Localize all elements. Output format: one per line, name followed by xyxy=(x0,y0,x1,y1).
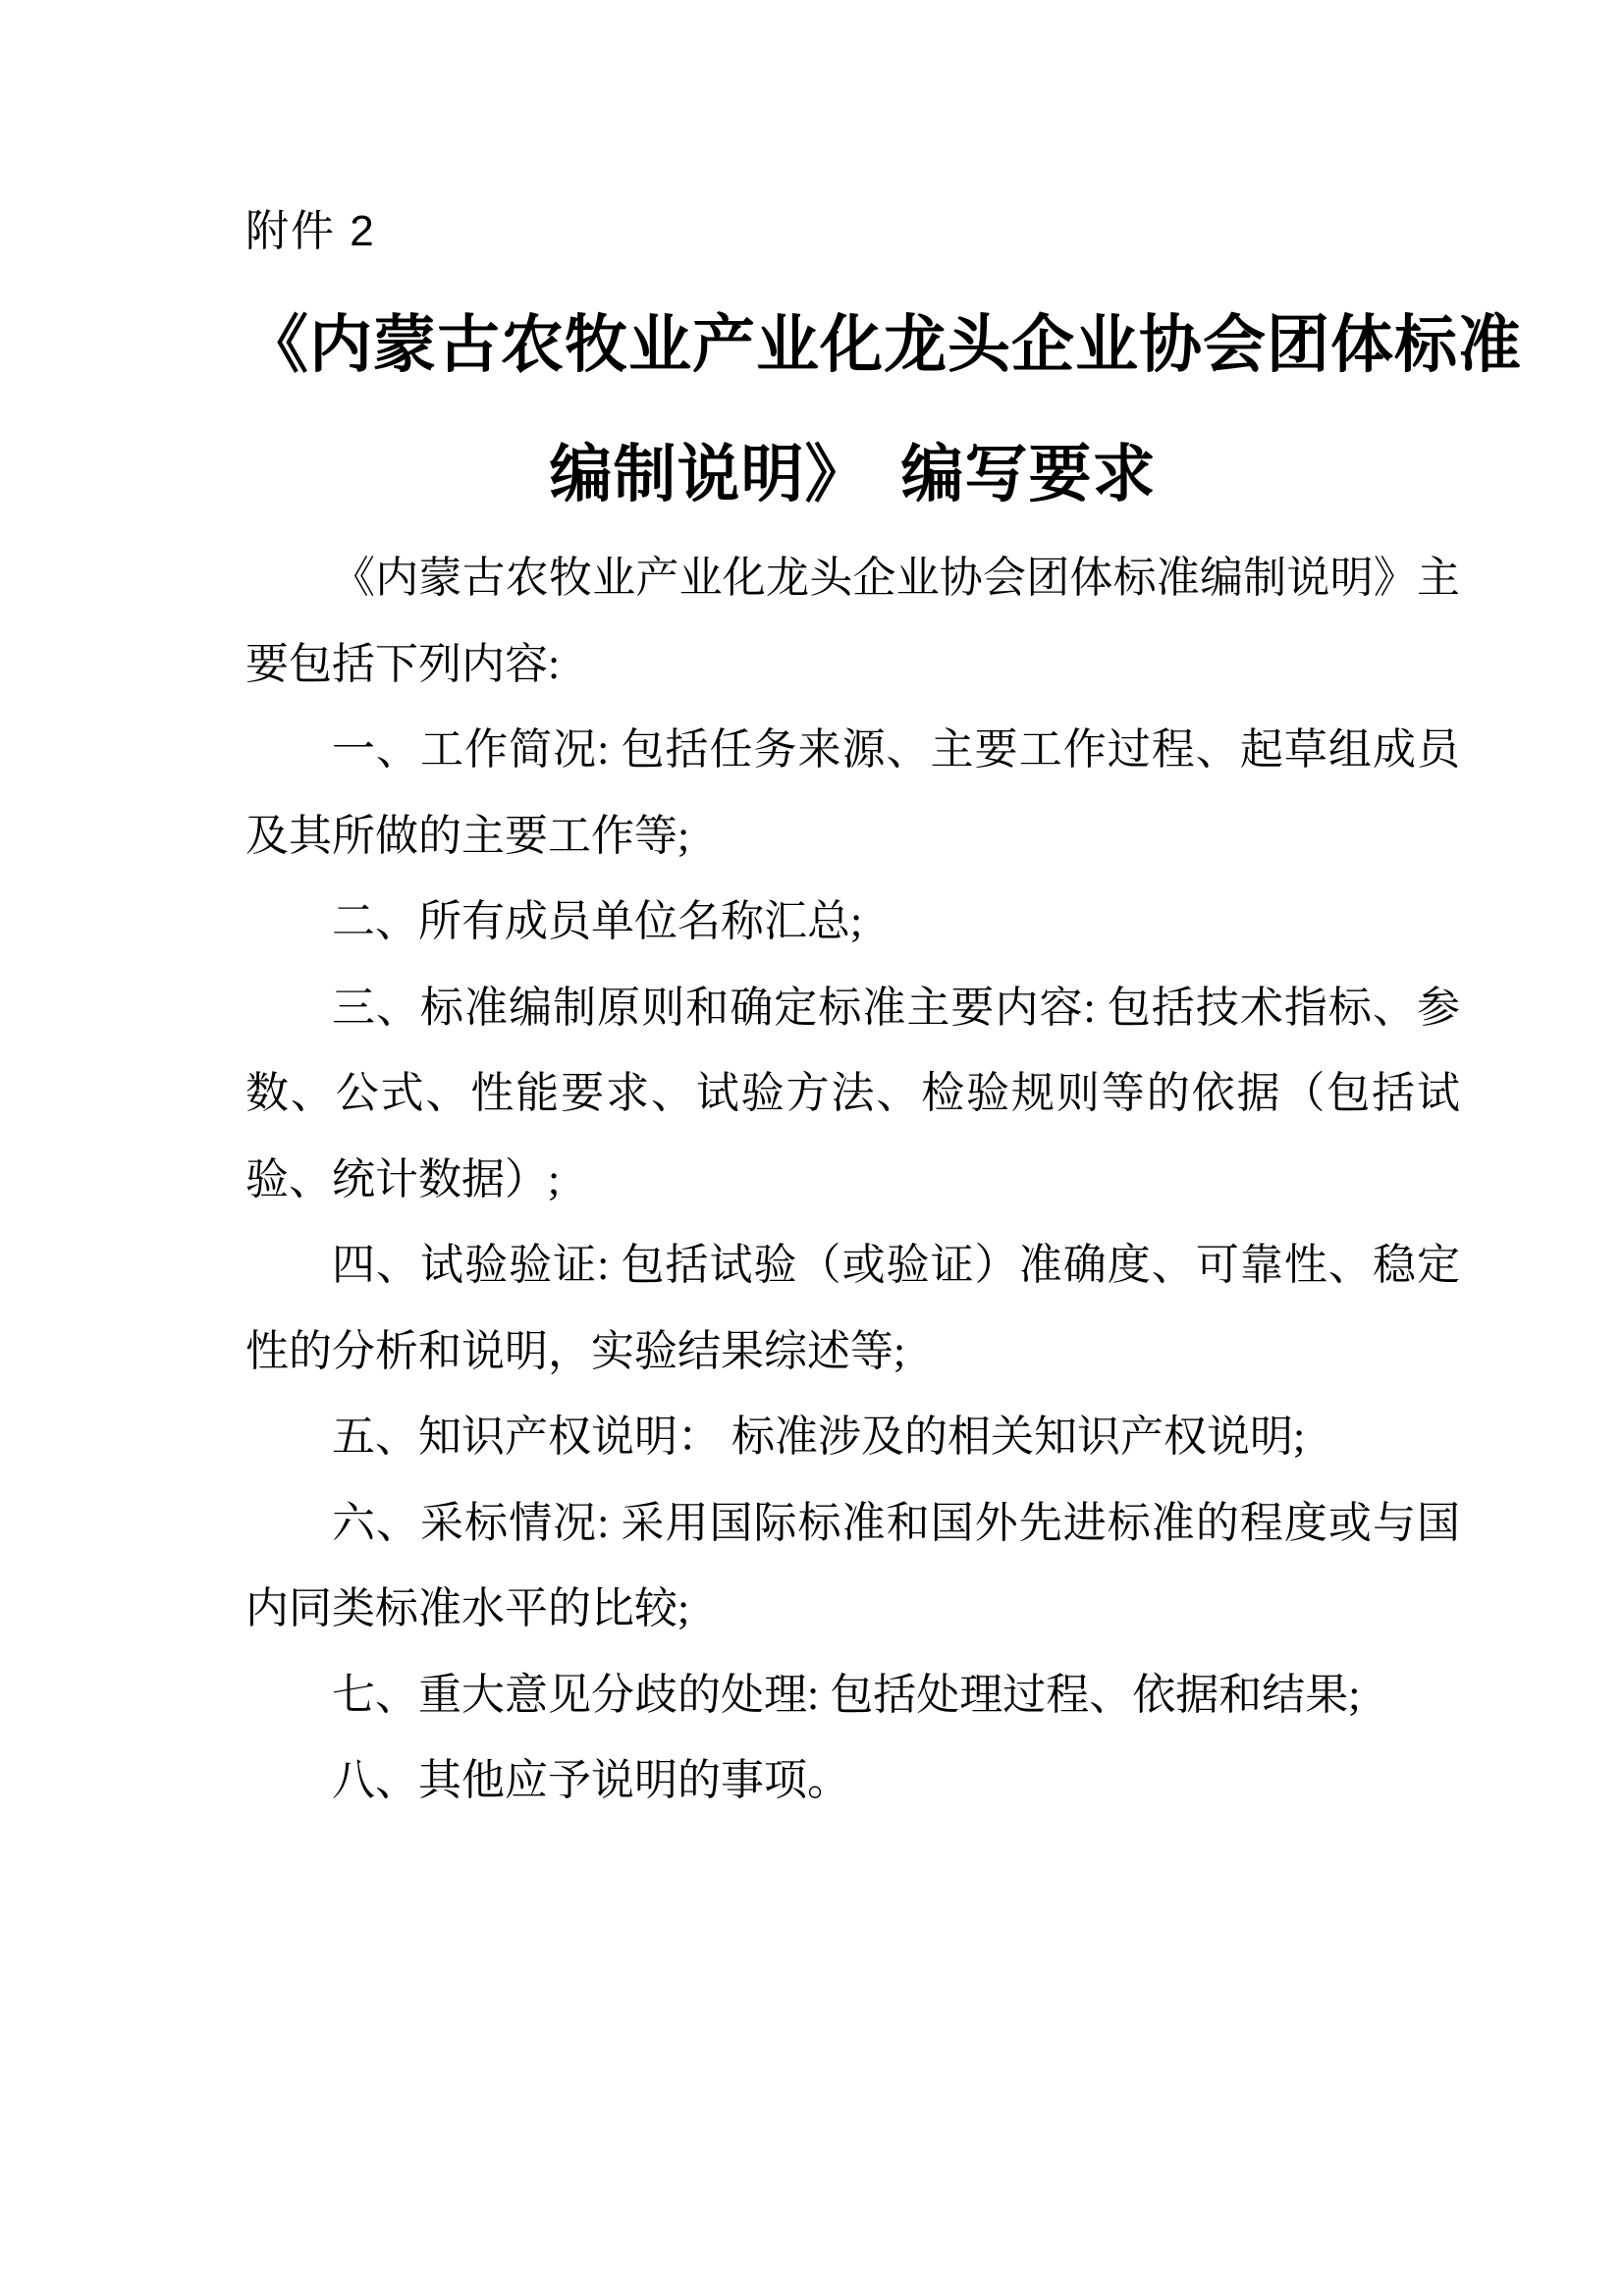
document-title-line-2: 编制说明》 编写要求 xyxy=(549,440,1157,509)
list-item-2: 二、所有成员单位名称汇总; xyxy=(332,897,863,945)
list-item-6: 六、采标情况: 采用国际标准和国外先进标准的程度或与国内同类标准水平的比较; xyxy=(245,1498,1460,1632)
list-item-4: 四、试验验证: 包括试验（或验证）准确度、可靠性、稳定性的分析和说明，实验结果综述等; xyxy=(245,1241,1460,1375)
document-title-line-1: 《内蒙古农牧业产业化龙头企业协会团体标准 xyxy=(245,310,1522,380)
list-item-3: 三、标准编制原则和确定标准主要内容: 包括技术指标、参数、公式、性能要求、试验方法、检验规则等的依据（包括试验、统计数据）; xyxy=(245,983,1460,1203)
list-item-8: 八、其他应予说明的事项。 xyxy=(332,1756,850,1804)
list-item-5: 五、知识产权说明： 标准涉及的相关知识产权说明; xyxy=(332,1413,1306,1461)
list-item-7: 七、重大意见分歧的处理: 包括处理过程、依据和结果; xyxy=(332,1670,1361,1719)
document-body xyxy=(245,535,1460,1824)
attachment-label: 附件 2 xyxy=(245,207,376,255)
list-item-1: 一、工作简况: 包括任务来源、主要工作过程、起草组成员及其所做的主要工作等; xyxy=(245,725,1460,860)
intro-paragraph: 《内蒙古农牧业产业化龙头企业协会团体标准编制说明》主要包括下列内容: xyxy=(245,554,1460,688)
document-title xyxy=(245,281,1522,540)
